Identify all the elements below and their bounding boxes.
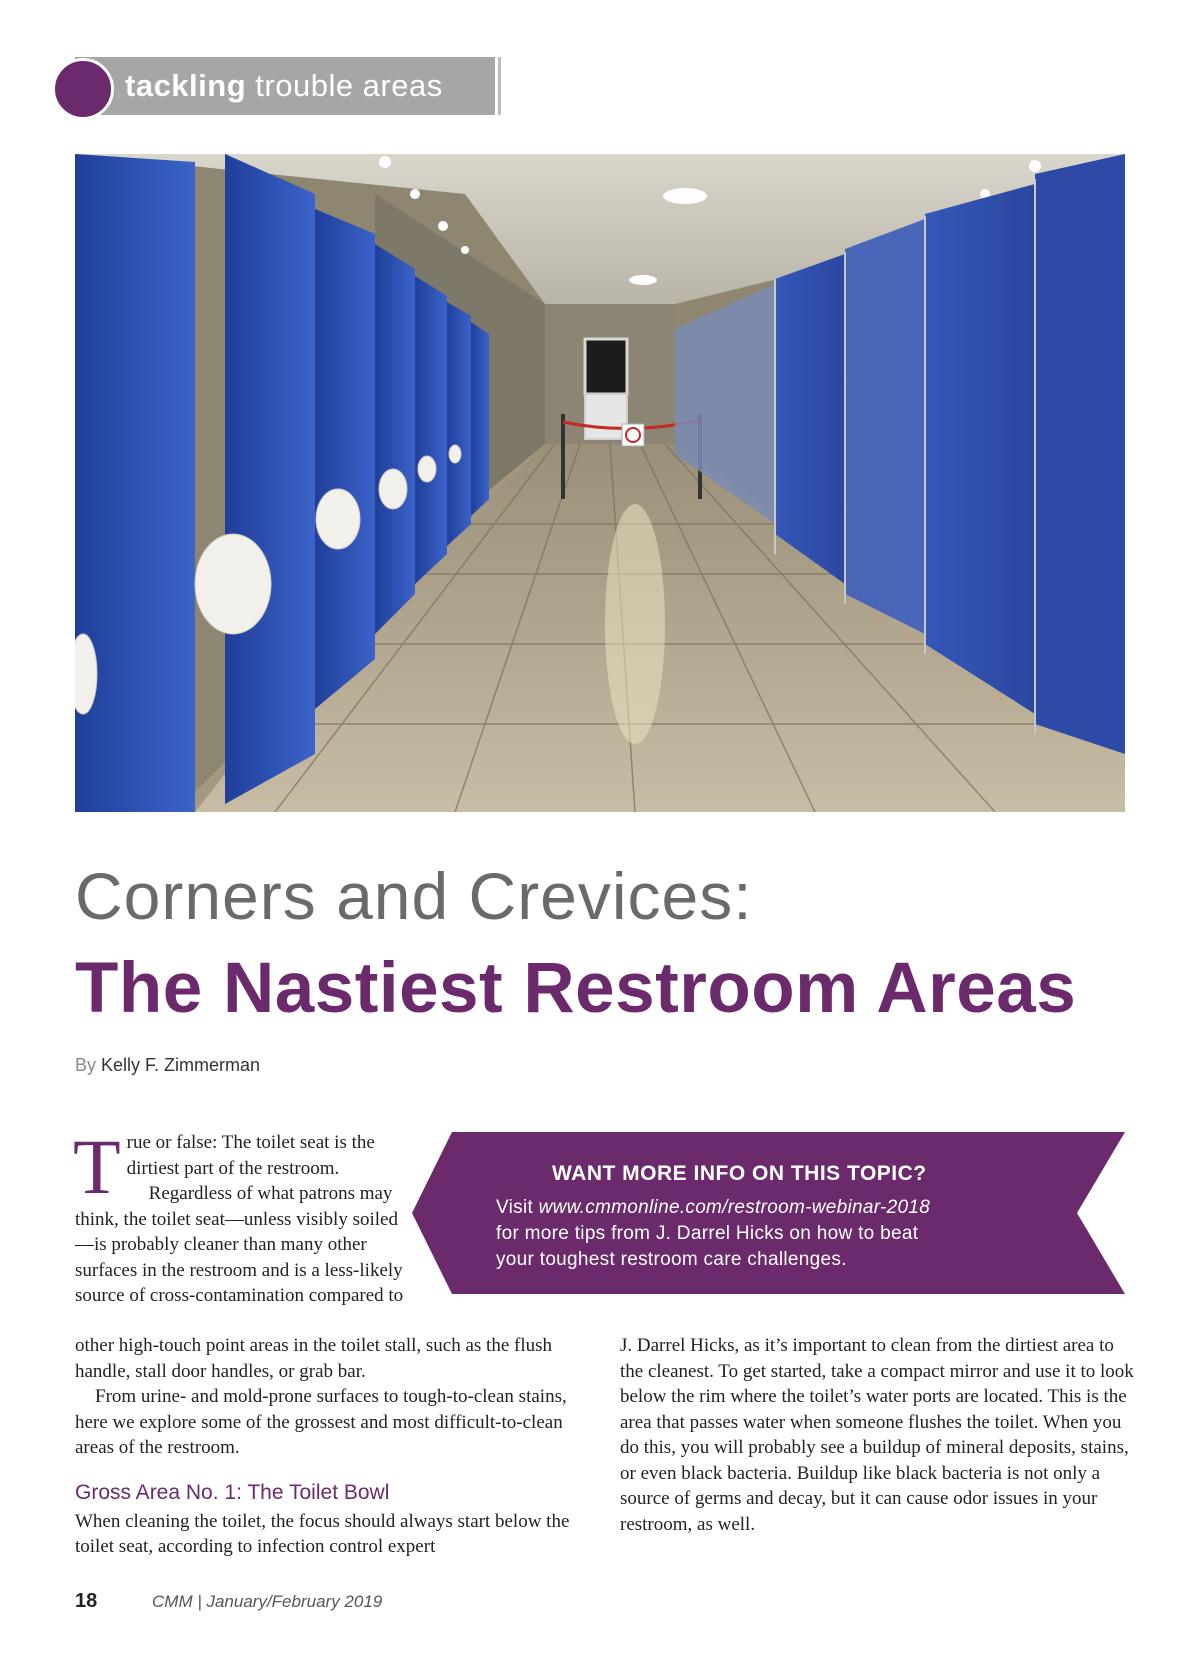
callout-body (496, 1195, 1056, 1273)
intro-paragraph-2-bottom: other high-touch point areas in the toilet stall, such as the flush handle, stall door handles, or grab bar. (75, 1335, 553, 1382)
byline (75, 1055, 260, 1076)
section-tag-dot (52, 58, 114, 120)
byline-author: Kelly F. Zimmerman (101, 1055, 261, 1075)
section-tag-label (125, 65, 443, 107)
toilet-bowl-paragraph-start: When cleaning the toilet, the focus should always start below the toilet seat, according to infection control expert (75, 1510, 570, 1557)
callout-link[interactable]: www.cmmonline.com/restroom-webinar-2018 (538, 1197, 931, 1218)
section-tag-rest: trouble areas (255, 68, 443, 103)
callout-line-3: your toughest restroom care challenges. (496, 1249, 847, 1270)
restroom-illustration (75, 154, 1125, 812)
title-line-2: The Nastiest Restroom Areas (75, 949, 1077, 1028)
right-column (620, 1333, 1140, 1537)
intro-paragraph-1: rue or false: The toilet seat is the dirtiest part of the restroom. (126, 1132, 375, 1179)
restroom-photo (75, 154, 1125, 812)
callout-visit: Visit (496, 1197, 534, 1218)
left-column (75, 1333, 595, 1560)
byline-prefix: By (75, 1055, 97, 1075)
section-heading-toilet-bowl: Gross Area No. 1: The Toilet Bowl (75, 1480, 390, 1504)
title-line-1: Corners and Crevices: (75, 859, 753, 933)
callout-line-2: for more tips from J. Darrel Hicks on how to beat (496, 1223, 919, 1244)
intro-top (73, 1123, 405, 1309)
page-number: 18 (75, 1590, 98, 1612)
toilet-bowl-paragraph-continued: J. Darrel Hicks, as it’s important to clean from the dirtiest area to the cleanest. To get started, take a compact mirror and use it to look below the rim where the toilet’s water ports are located. This is the area that passes water when someone flushes the toilet. When you do this, you will probably see a buildup of mineral deposits, stains, or even black bacteria. Buildup like black bacteria is not only a source of germs and decay, but it can cause odor issues in your restroom, as well. (620, 1335, 1134, 1535)
intro-paragraph-3: From urine- and mold-prone surfaces to tough-to-clean stains, here we explore some of the grossest and most difficult-to-clean areas of the restroom. (75, 1386, 567, 1458)
section-tag-bold: tackling (125, 68, 247, 103)
info-callout (412, 1132, 1125, 1294)
publication-folio: CMM | January/February 2019 (152, 1592, 383, 1611)
intro-paragraph-2-top: Regardless of what patrons may think, the toilet seat—unless visibly soiled—is probably cleaner than many other surfaces in the restroom and is a less-likely source of cross-contamination compared to (75, 1183, 404, 1306)
drop-cap: T (73, 1123, 121, 1210)
callout-heading: WANT MORE INFO ON THIS TOPIC? (552, 1162, 927, 1185)
